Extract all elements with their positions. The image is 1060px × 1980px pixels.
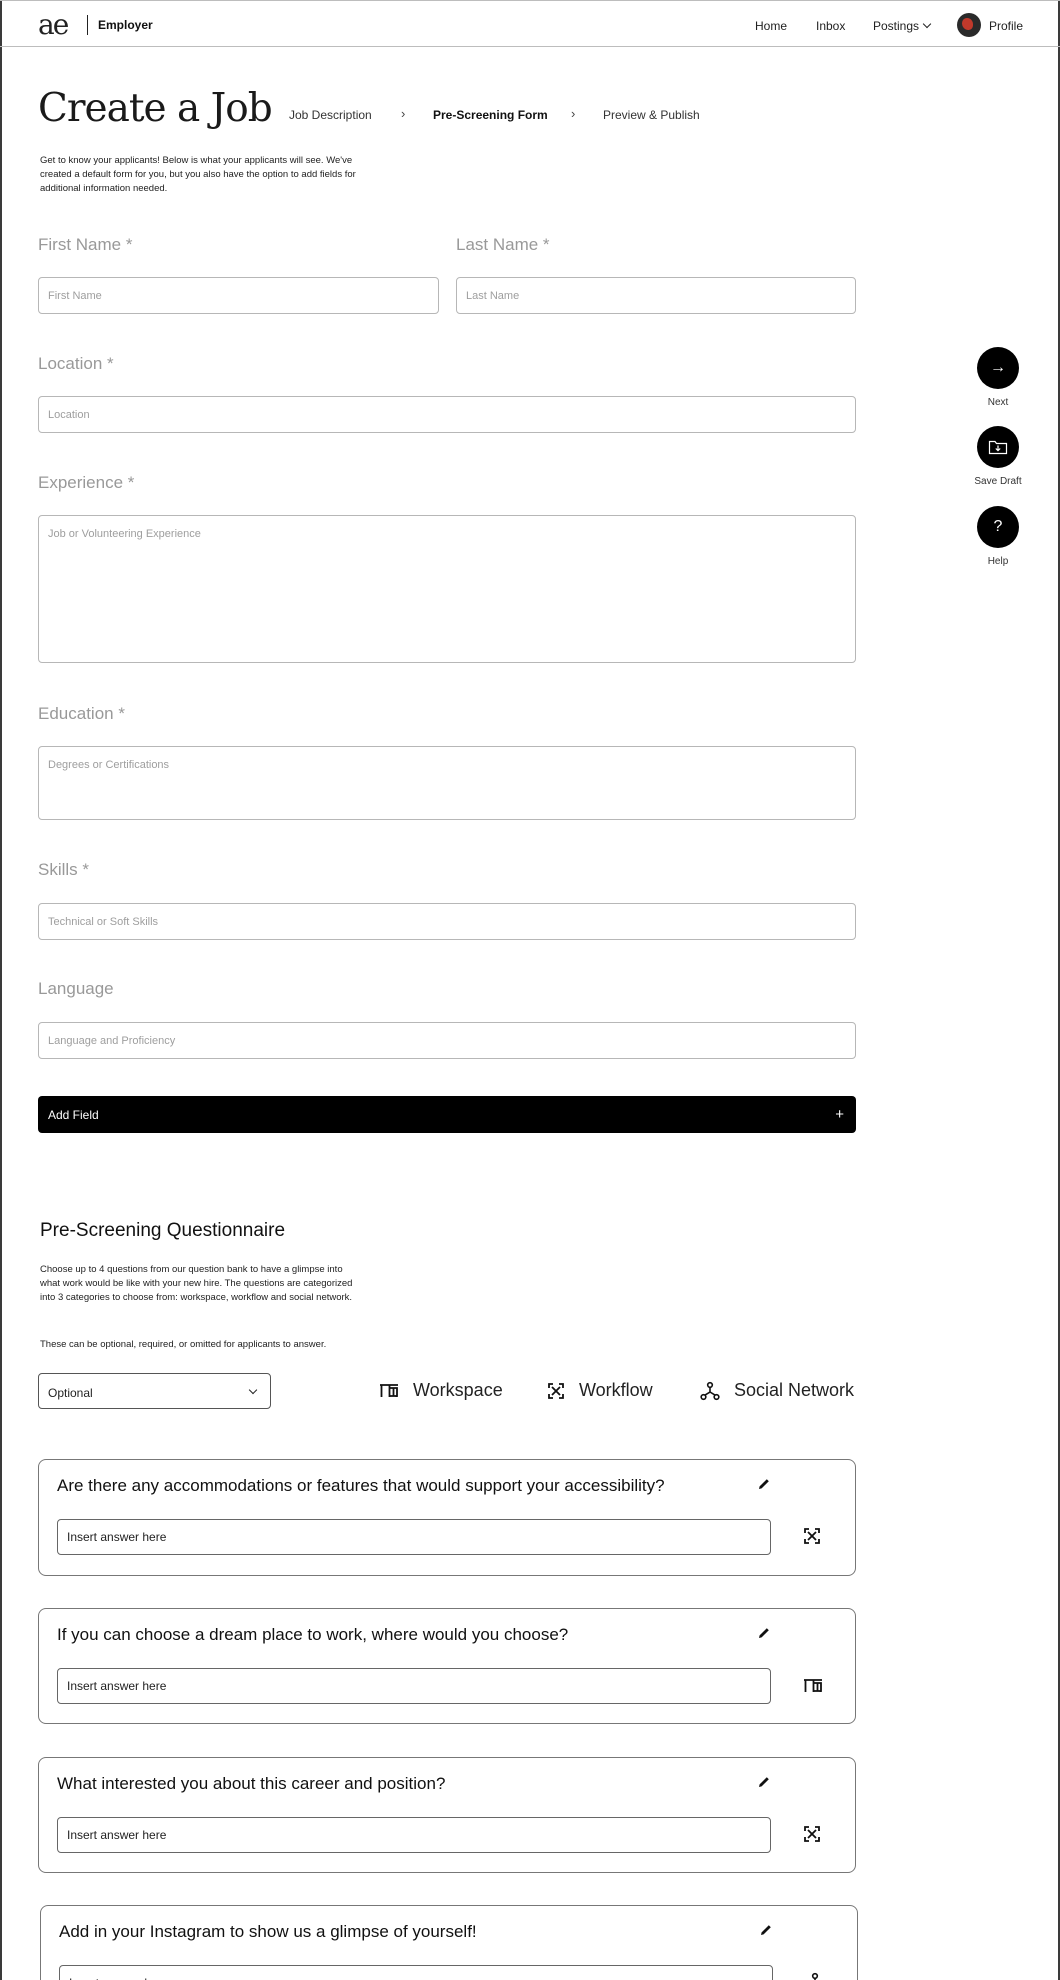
step-chevron-icon: › (401, 106, 406, 121)
social-network-icon[interactable] (805, 1972, 825, 1980)
education-label: Education * (38, 704, 125, 723)
questionnaire-title: Pre-Screening Questionnaire (40, 1220, 286, 1241)
education-textarea[interactable] (38, 746, 856, 820)
help-button[interactable] (977, 506, 1019, 548)
nav-inbox[interactable]: Inbox (816, 19, 846, 33)
step-job-description[interactable]: Job Description (289, 108, 372, 122)
step-pre-screening-form[interactable]: Pre-Screening Form (433, 108, 548, 122)
requirement-select[interactable] (38, 1373, 271, 1409)
question-text: What interested you about this career and position? (57, 1774, 446, 1793)
workspace-icon[interactable] (803, 1678, 823, 1693)
language-input[interactable] (38, 1022, 856, 1059)
next-button[interactable] (977, 347, 1019, 389)
workflow-icon[interactable] (803, 1527, 821, 1545)
last-name-input[interactable] (456, 277, 856, 314)
top-navigation (0, 0, 1060, 47)
chevron-down-icon (923, 20, 931, 28)
nav-postings-label: Postings (873, 19, 920, 33)
category-workspace[interactable] (379, 1380, 503, 1401)
language-label: Language (38, 979, 114, 998)
brand-label: Employer (98, 18, 153, 32)
plus-icon: + (835, 1106, 844, 1123)
last-name-label: Last Name * (456, 235, 550, 254)
question-card (40, 1905, 858, 1980)
skills-input[interactable] (38, 903, 856, 940)
answer-input[interactable] (57, 1817, 771, 1853)
workflow-icon (547, 1382, 565, 1400)
nav-home[interactable]: Home (755, 19, 788, 33)
chevron-down-icon (249, 1386, 257, 1394)
intro-text: Get to know your applicants! Below is what your applicants will see. We've created a default form for you, but you also have the option to add fields for additional information needed. (40, 155, 356, 194)
answer-input[interactable] (59, 1965, 773, 1980)
add-field-label: Add Field (48, 1107, 99, 1122)
category-workflow[interactable] (547, 1380, 653, 1401)
avatar[interactable] (957, 13, 981, 37)
nav-profile[interactable]: Profile (989, 19, 1024, 33)
social-network-icon (700, 1381, 720, 1401)
location-label: Location * (38, 354, 114, 373)
next-label: Next (987, 397, 1009, 408)
logo-divider (87, 15, 88, 35)
step-preview-publish[interactable]: Preview & Publish (603, 108, 700, 122)
pencil-icon[interactable] (757, 1477, 771, 1491)
add-field-button[interactable] (38, 1096, 856, 1133)
question-text: Add in your Instagram to show us a glimpse of yourself! (59, 1922, 477, 1941)
folder-download-icon (988, 439, 1008, 455)
category-social-network-label: Social Network (734, 1380, 855, 1400)
category-workspace-label: Workspace (413, 1380, 503, 1400)
requirement-select-value: Optional (48, 1386, 93, 1400)
save-draft-label: Save Draft (974, 476, 1022, 487)
questionnaire-note: These can be optional, required, or omitted for applicants to answer. (40, 1339, 327, 1350)
logo[interactable]: ae (38, 8, 68, 41)
workflow-icon[interactable] (803, 1825, 821, 1843)
pencil-icon[interactable] (757, 1626, 771, 1640)
save-draft-button[interactable] (977, 426, 1019, 468)
question-card (38, 1459, 856, 1576)
skills-label: Skills * (38, 860, 90, 879)
experience-label: Experience * (38, 473, 135, 492)
workspace-icon (379, 1383, 399, 1398)
questionnaire-description: Choose up to 4 questions from our question bank to have a glimpse into what work would be like with your new hire. The questions are categorized into 3 categories to choose from: workspace, workflow and social network. (40, 1264, 353, 1303)
question-text: If you can choose a dream place to work, where would you choose? (57, 1625, 569, 1644)
location-input[interactable] (38, 396, 856, 433)
step-chevron-icon: › (571, 106, 576, 121)
pencil-icon[interactable] (757, 1775, 771, 1789)
question-mark-icon: ? (993, 518, 1003, 535)
experience-textarea[interactable] (38, 515, 856, 663)
pencil-icon[interactable] (759, 1923, 773, 1937)
page-title: Create a Job (38, 86, 272, 131)
answer-input[interactable] (57, 1519, 771, 1555)
question-card (38, 1757, 856, 1873)
category-social-network[interactable] (700, 1380, 854, 1401)
category-workflow-label: Workflow (579, 1380, 653, 1400)
first-name-input[interactable] (38, 277, 439, 314)
question-text: Are there any accommodations or features that would support your accessibility? (57, 1476, 665, 1495)
nav-postings[interactable] (873, 19, 930, 33)
arrow-right-icon: → (990, 359, 1006, 376)
first-name-label: First Name * (38, 235, 133, 254)
question-card (38, 1608, 856, 1724)
answer-input[interactable] (57, 1668, 771, 1704)
help-label: Help (987, 556, 1009, 567)
